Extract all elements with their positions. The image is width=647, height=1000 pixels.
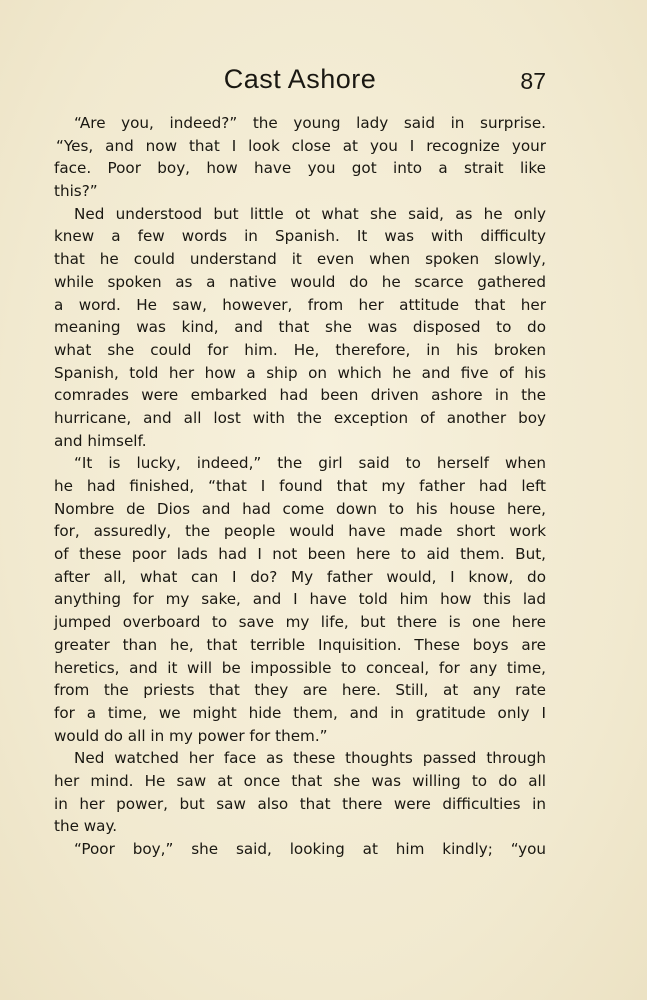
text-line: that he could understand it even when spoken slowly, <box>54 250 546 269</box>
text-line: heretics, and it will be impossible to conceal, for any time, <box>54 658 546 677</box>
text-line: hurricane, and all lost with the exception of another boy <box>54 408 546 427</box>
text-line: jumped overboard to save my life, but there is one here <box>54 613 546 632</box>
text-line: “Yes, and now that I look close at you I recognize your <box>56 136 546 155</box>
text-line: Nombre de Dios and had come down to his house here, <box>54 499 546 518</box>
text-line: the way. <box>54 817 118 836</box>
text-line: for, assuredly, the people would have made short work <box>54 522 546 541</box>
text-line: a word. He saw, however, from her attitude that her <box>54 295 546 314</box>
page-number: 87 <box>520 68 546 94</box>
running-title: Cast Ashore <box>223 64 377 94</box>
text-line: for a time, we might hide them, and in gratitude only I <box>54 703 546 722</box>
text-line: anything for my sake, and I have told him how this lad <box>54 590 546 609</box>
text-line: meaning was kind, and that she was disposed to do <box>54 318 546 337</box>
text-line: from the priests that they are here. Still, at any rate <box>54 681 546 700</box>
page-header <box>54 62 546 98</box>
text-line: greater than he, that terrible Inquisition. These boys are <box>54 635 546 654</box>
text-line: “It is lucky, indeed,” the girl said to herself when <box>74 454 546 473</box>
text-line: “Are you, indeed?” the young lady said in surprise. <box>74 114 546 132</box>
text-line: her mind. He saw at once that she was willing to do all <box>54 771 546 790</box>
text-line: Ned watched her face as these thoughts passed through <box>74 749 546 768</box>
text-line: he had finished, “that I found that my father had left <box>54 477 546 495</box>
text-line: Ned understood but little ot what she said, as he only <box>74 204 546 223</box>
text-line: after all, what can I do? My father would, I know, do <box>54 567 546 586</box>
text-line: of these poor lads had I not been here to aid them. But, <box>54 545 546 564</box>
text-line: face. Poor boy, how have you got into a strait like <box>54 159 546 178</box>
text-line: and himself. <box>54 431 147 450</box>
text-line: knew a few words in Spanish. It was with difficulty <box>54 227 546 246</box>
text-line: in her power, but saw also that there were difficulties in <box>54 794 546 813</box>
body-text <box>54 112 546 861</box>
text-line: would do all in my power for them.” <box>54 726 328 745</box>
text-line: Spanish, told her how a ship on which he and five of his <box>54 363 546 382</box>
text-line: comrades were embarked had been driven ashore in the <box>54 386 546 405</box>
text-line: this?” <box>54 182 98 201</box>
text-line: “Poor boy,” she said, looking at him kindly; “you <box>74 840 546 858</box>
text-line: what she could for him. He, therefore, in his broken <box>54 340 546 359</box>
text-line: while spoken as a native would do he scarce gathered <box>54 272 546 291</box>
